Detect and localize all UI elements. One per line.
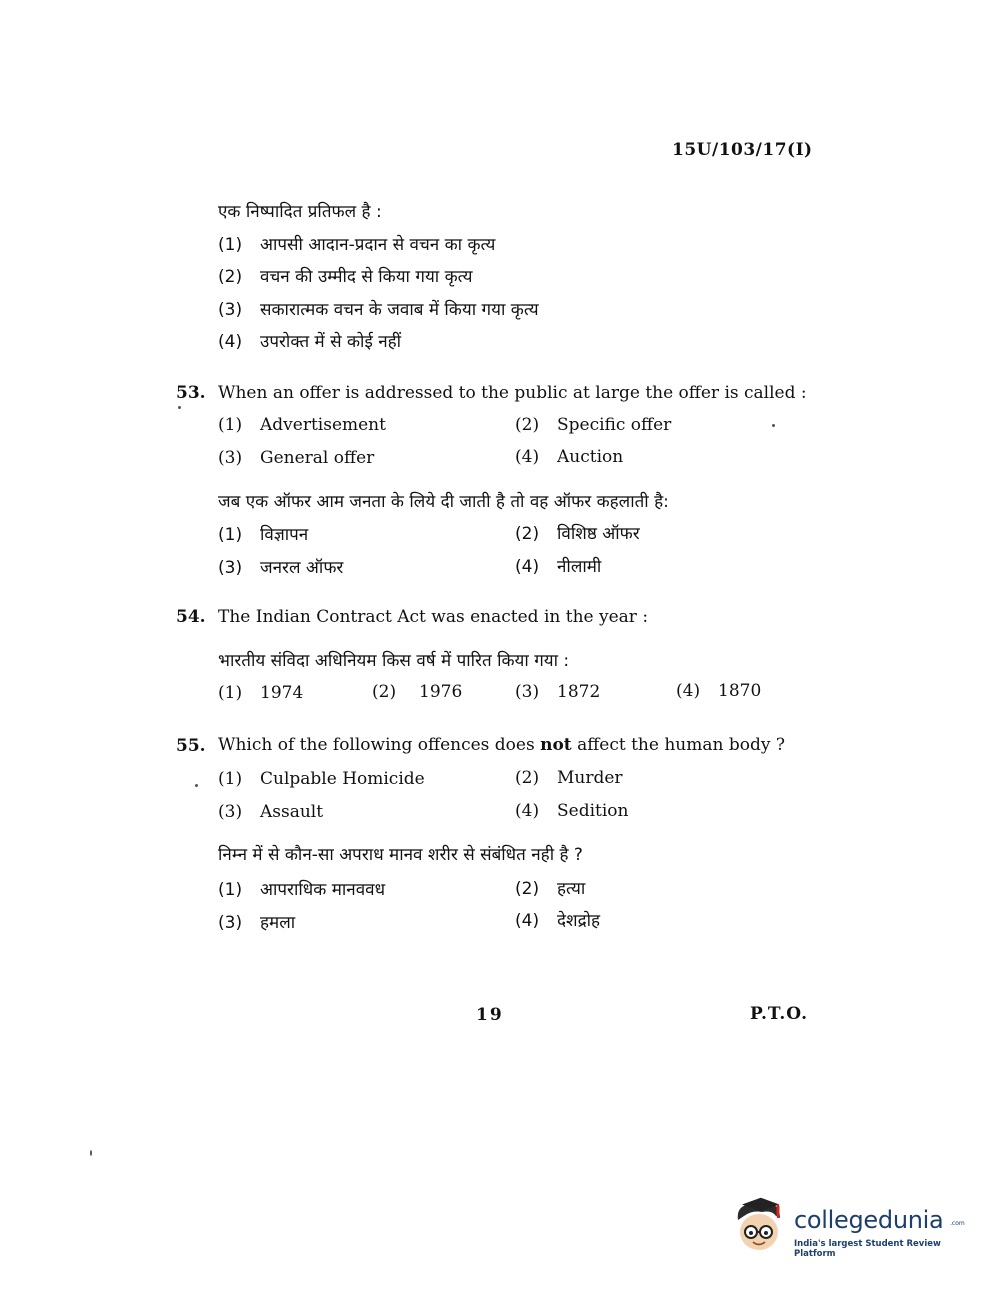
q55-number: 55. — [176, 736, 206, 756]
q55-en-option-4: (4) Sedition — [515, 801, 629, 821]
mascot-icon — [732, 1196, 792, 1258]
q52-option-2: (2) वचन की उम्मीद से किया गया कृत्य — [218, 267, 473, 287]
scan-speck — [90, 1150, 92, 1156]
pto-label: P.T.O. — [750, 1004, 808, 1024]
q53-hi-option-2: (2) विशिष्ठ ऑफर — [515, 524, 640, 544]
q52-option-1: (1) आपसी आदान-प्रदान से वचन का कृत्य — [218, 235, 496, 255]
q54-option-2: (2) 1976 — [372, 682, 463, 702]
brand-suffix: .com — [950, 1220, 965, 1227]
q53-hindi-stem: जब एक ऑफर आम जनता के लिये दी जाती है तो वह ऑफर कहलाती है: — [218, 492, 669, 512]
q52-hindi-stem: एक निष्पादित प्रतिफल है : — [218, 202, 382, 222]
q53-en-option-2: (2) Specific offer — [515, 415, 672, 435]
q55-en-option-3: (3) Assault — [218, 802, 324, 822]
q55-en-option-2: (2) Murder — [515, 768, 623, 788]
q53-en-option-4: (4) Auction — [515, 447, 624, 467]
q52-option-4: (4) उपरोक्त में से कोई नहीं — [218, 332, 402, 352]
q52-option-3: (3) सकारात्मक वचन के जवाब में किया गया कृत्य — [218, 300, 539, 320]
q53-english-stem: When an offer is addressed to the public at large the offer is called : — [218, 383, 807, 403]
q55-english-stem: Which of the following offences does not affect the human body ? — [218, 735, 785, 755]
q54-option-4: (4) 1870 — [676, 681, 762, 701]
paper-code: 15U/103/17(I) — [672, 140, 813, 160]
q55-hindi-stem: निम्न में से कौन-सा अपराध मानव शरीर से संबंधित नही है ? — [218, 845, 583, 865]
q54-option-1: (1) 1974 — [218, 683, 304, 703]
scan-speck — [195, 784, 198, 787]
q54-option-3: (3) 1872 — [515, 682, 601, 702]
q53-en-option-3: (3) General offer — [218, 448, 375, 468]
q53-hi-option-1: (1) विज्ञापन — [218, 525, 309, 545]
page-number: 19 — [476, 1005, 504, 1025]
q55-en-option-1: (1) Culpable Homicide — [218, 769, 425, 789]
scan-speck — [178, 406, 181, 409]
q53-en-option-1: (1) Advertisement — [218, 415, 386, 435]
scan-speck — [772, 424, 775, 427]
q53-hi-option-4: (4) नीलामी — [515, 557, 602, 577]
q55-hi-option-2: (2) हत्या — [515, 879, 586, 899]
brand-tagline: India's largest Student Review Platform — [794, 1239, 941, 1259]
q55-hi-option-4: (4) देशद्रोह — [515, 911, 601, 931]
q53-hi-option-3: (3) जनरल ऑफर — [218, 558, 344, 578]
collegedunia-watermark — [732, 1196, 965, 1266]
q55-hi-option-1: (1) आपराधिक मानववध — [218, 880, 386, 900]
q53-number: 53. — [176, 383, 206, 403]
q55-hi-option-3: (3) हमला — [218, 913, 296, 933]
q54-number: 54. — [176, 607, 206, 627]
brand-name: collegedunia — [794, 1206, 944, 1234]
q54-hindi-stem: भारतीय संविदा अधिनियम किस वर्ष में पारित किया गया : — [218, 651, 570, 671]
q54-english-stem: The Indian Contract Act was enacted in the year : — [218, 607, 649, 627]
